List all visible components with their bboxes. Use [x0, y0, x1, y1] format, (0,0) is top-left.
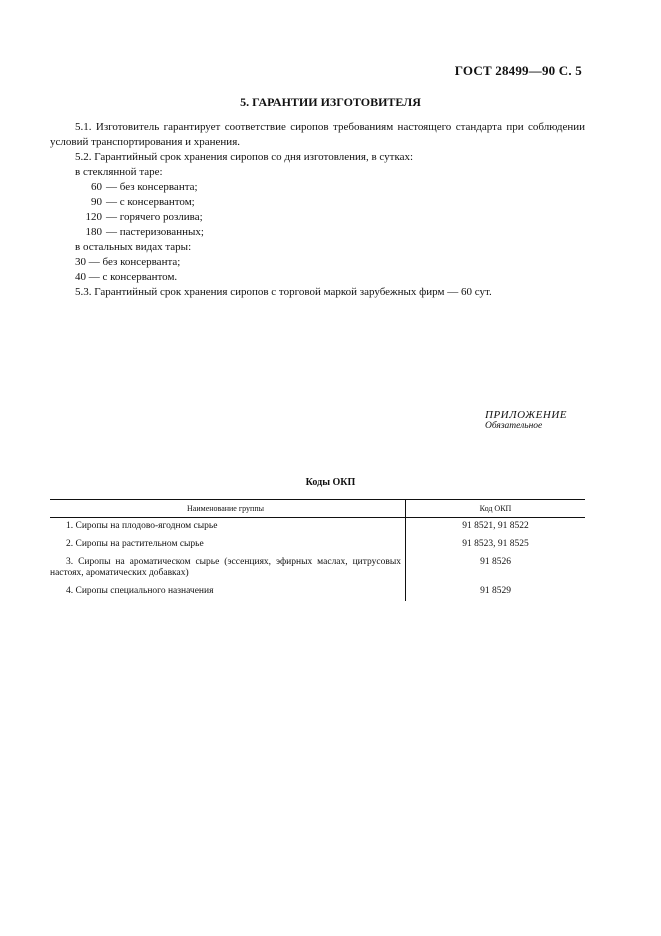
column-header-code: Код ОКП	[406, 500, 586, 518]
okp-code-cell: 91 8523, 91 8525	[462, 539, 529, 549]
glass-item: 180 — пастеризованных;	[85, 226, 204, 238]
group-name-cell: 4. Сиропы специального назначения	[50, 583, 406, 601]
page-header: ГОСТ 28499—90 С. 5	[454, 63, 582, 78]
glass-item: 90 — с консервантом;	[91, 196, 195, 208]
table-row	[50, 554, 585, 583]
group-name-cell: 3. Сиропы на ароматическом сырье (эссенциях, эфирных маслах, цитрусовых настоях, ароматических добавках)	[50, 554, 406, 583]
other-item: 30 — без консерванта;	[75, 256, 181, 268]
section-body	[50, 120, 585, 300]
appendix-label	[485, 409, 567, 431]
section-title: 5. ГАРАНТИИ ИЗГОТОВИТЕЛЯ	[240, 95, 421, 109]
other-tare-label: в остальных видах тары:	[75, 241, 192, 253]
other-item: 40 — с консервантом.	[75, 271, 178, 283]
table-header-row	[50, 500, 585, 518]
paragraph-5-1: 5.1. Изготовитель гарантирует соответствие сиропов требованиям настоящего стандарта при соблюдении условий транспортирования и хранения.	[50, 121, 585, 148]
appendix-subtitle: Обязательное	[485, 421, 543, 431]
group-name-cell: 2. Сиропы на растительном сырье	[50, 536, 406, 554]
okp-code-cell: 91 8521, 91 8522	[462, 521, 529, 531]
column-header-group: Наименование группы	[50, 500, 406, 518]
table-row	[50, 518, 585, 537]
group-name-cell: 1. Сиропы на плодово-ягодном сырье	[50, 518, 406, 537]
table-title: Коды ОКП	[305, 477, 356, 488]
glass-item: 60 — без консерванта;	[91, 181, 198, 193]
paragraph-5-3: 5.3. Гарантийный срок хранения сиропов с торговой маркой зарубежных фирм — 60 сут.	[75, 286, 492, 298]
paragraph-5-2: 5.2. Гарантийный срок хранения сиропов со дня изготовления, в сутках:	[75, 151, 414, 163]
table-row	[50, 536, 585, 554]
table-row	[50, 583, 585, 601]
okp-code-cell: 91 8529	[480, 586, 511, 596]
okp-codes-table	[50, 499, 585, 601]
glass-tare-label: в стеклянной таре:	[75, 166, 163, 178]
appendix-title: ПРИЛОЖЕНИЕ	[485, 409, 567, 421]
glass-item: 120 — горячего розлива;	[85, 211, 203, 223]
okp-code-cell: 91 8526	[480, 557, 511, 567]
